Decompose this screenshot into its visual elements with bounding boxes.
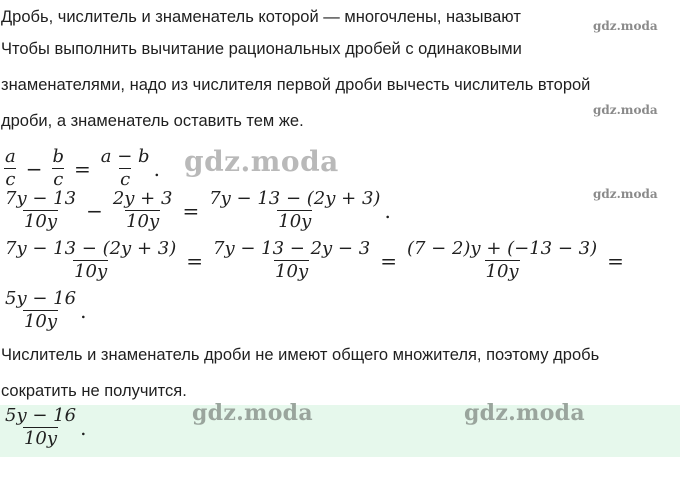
numerator: 5y − 16 xyxy=(5,405,77,426)
fraction xyxy=(4,146,17,188)
period: . xyxy=(80,298,87,323)
numerator: a xyxy=(5,146,16,167)
denominator: 10y xyxy=(485,261,519,282)
fraction xyxy=(4,288,77,333)
fraction xyxy=(4,238,177,283)
denominator: 10y xyxy=(278,211,312,232)
numerator: 2y + 3 xyxy=(112,188,173,209)
watermark-large: gdz.moda xyxy=(464,400,585,426)
watermark-small: gdz.moda xyxy=(593,19,658,33)
equals-sign: = xyxy=(607,248,624,273)
minus-sign: − xyxy=(25,156,43,181)
fraction xyxy=(112,188,174,233)
fraction xyxy=(4,188,77,233)
period: . xyxy=(80,415,87,440)
fraction xyxy=(208,188,381,233)
answer-formula xyxy=(2,405,86,450)
formula-step-2 xyxy=(2,238,631,283)
numerator: b xyxy=(52,146,65,167)
numerator: 7y − 13 − 2y − 3 xyxy=(213,238,371,259)
text-line-rule-1: Чтобы выполнить вычитание рациональных дробей с одинаковыми xyxy=(1,40,522,58)
numerator: (7 − 2)y + (−13 − 3) xyxy=(406,238,598,259)
fraction xyxy=(406,238,598,283)
watermark-small: gdz.moda xyxy=(593,187,658,201)
minus-sign: − xyxy=(86,198,103,223)
numerator: 7y − 13 xyxy=(5,188,77,209)
numerator: 7y − 13 − (2y + 3) xyxy=(5,238,177,259)
text-line-definition: Дробь, числитель и знаменатель которой — многочлены, называют xyxy=(1,8,521,26)
watermark-small: gdz.moda xyxy=(593,103,658,117)
watermark-large: gdz.moda xyxy=(192,400,313,426)
formula-step-3 xyxy=(2,288,86,333)
fraction xyxy=(4,405,77,450)
numerator: 5y − 16 xyxy=(5,288,77,309)
text-line-conclusion-1: Числитель и знаменатель дроби не имеют общего множителя, поэтому дробь xyxy=(1,346,600,364)
denominator: c xyxy=(4,168,16,188)
text-line-rule-3: дроби, а знаменатель оставить тем же. xyxy=(1,112,304,130)
denominator: c xyxy=(119,168,131,188)
denominator: 10y xyxy=(23,311,58,332)
fraction xyxy=(100,146,151,188)
denominator: 10y xyxy=(275,261,309,282)
fraction xyxy=(52,146,66,188)
period: . xyxy=(153,156,160,181)
denominator: c xyxy=(52,168,64,188)
denominator: 10y xyxy=(126,211,160,232)
equals-sign: = xyxy=(74,156,91,181)
formula-rule xyxy=(2,146,160,188)
equals-sign: = xyxy=(380,248,397,273)
numerator: 7y − 13 − (2y + 3) xyxy=(209,188,381,209)
denominator: 10y xyxy=(23,428,58,449)
text-line-conclusion-2: сократить не получится. xyxy=(1,382,187,400)
period: . xyxy=(384,198,391,223)
watermark-large: gdz.moda xyxy=(184,145,339,178)
text-line-rule-2: знаменателями, надо из числителя первой дроби вычесть числитель второй xyxy=(1,76,591,94)
equals-sign: = xyxy=(186,248,203,273)
equals-sign: = xyxy=(182,198,200,223)
formula-step-1 xyxy=(2,188,391,233)
denominator: 10y xyxy=(74,261,108,282)
fraction xyxy=(212,238,371,283)
numerator: a − b xyxy=(100,146,150,167)
denominator: 10y xyxy=(23,211,58,232)
